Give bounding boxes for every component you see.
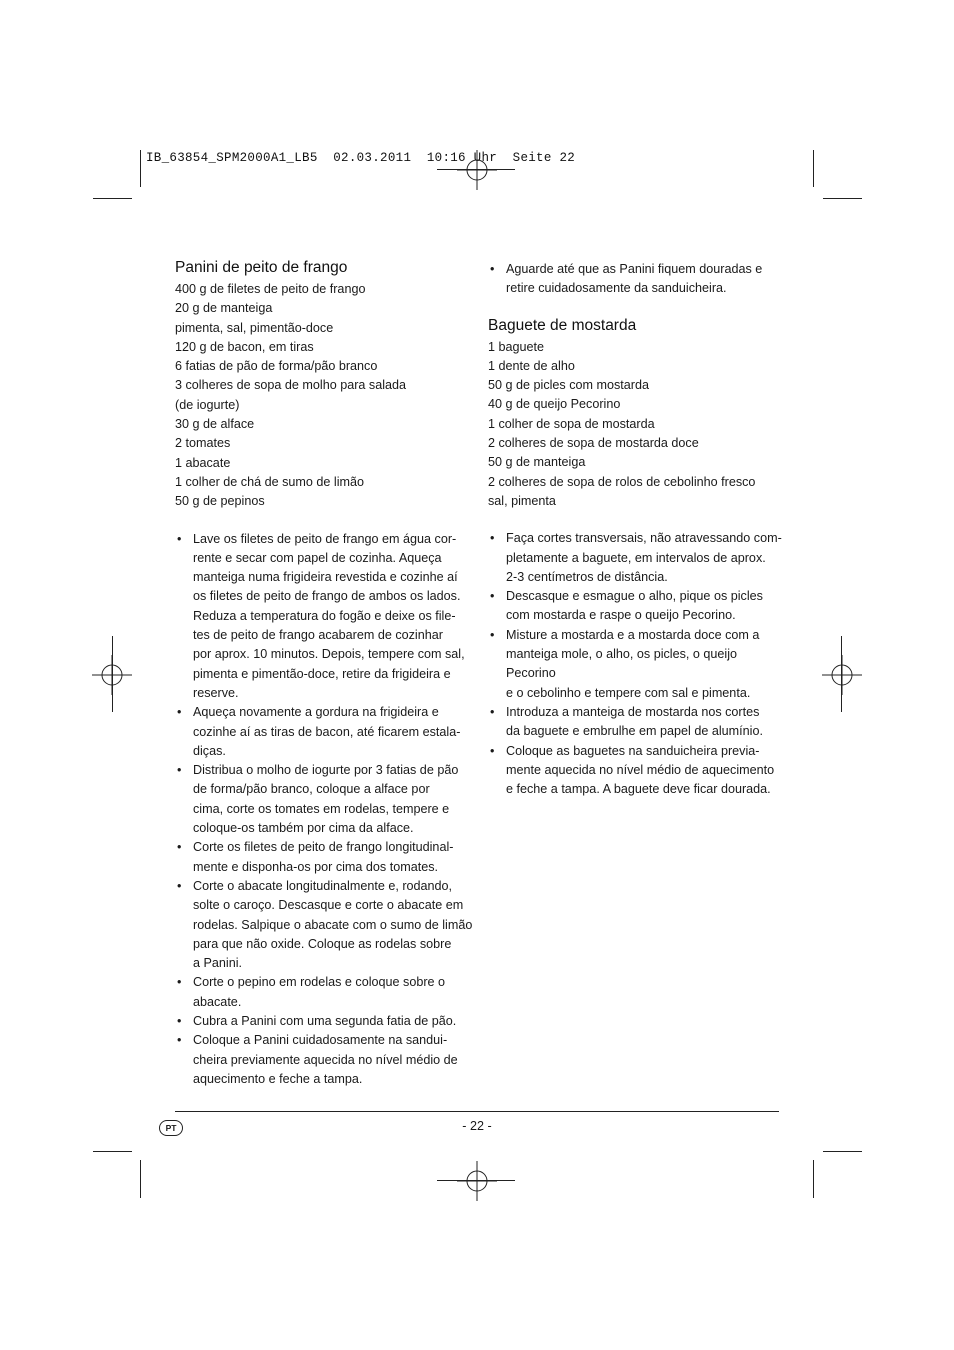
crop-mark <box>823 198 862 199</box>
bullet-icon: • <box>490 589 495 604</box>
instruction-list <box>488 529 788 799</box>
page-number: - 22 - <box>462 1119 492 1133</box>
instruction-line: a Panini. <box>193 956 243 971</box>
instruction-line: cima, corte os tomates em rodelas, tempere e <box>193 801 450 816</box>
instruction-line: Misture a mostarda e a mostarda doce com a <box>506 627 760 642</box>
ingredient: 2 colheres de sopa de mostarda doce <box>488 436 699 451</box>
crop-mark <box>140 150 141 187</box>
ingredient: 2 colheres de sopa de rolos de cebolinho fresco <box>488 474 756 489</box>
instruction-line: tes de peito de frango acabarem de cozinhar <box>193 628 443 643</box>
instruction-line: diças. <box>193 743 226 758</box>
bullet-icon: • <box>177 878 182 893</box>
ingredient: 20 g de manteiga <box>175 301 273 316</box>
instruction-list <box>488 260 788 299</box>
instruction-line: rodelas. Salpique o abacate com o sumo de limão <box>193 917 473 932</box>
instruction-line: Corte o abacate longitudinalmente e, rodando, <box>193 878 453 893</box>
crop-mark <box>93 1151 132 1152</box>
instruction-line: cheira previamente aquecida no nível médio de <box>193 1052 458 1067</box>
instruction-step <box>488 626 788 703</box>
instruction-line: rente e secar com papel de cozinha. Aqueça <box>193 550 442 565</box>
instruction-line: Corte os filetes de peito de frango longitudinal- <box>193 840 454 855</box>
ingredient: 30 g de alface <box>175 417 255 432</box>
registration-mark-icon <box>457 1161 497 1201</box>
instruction-line: Distribua o molho de iogurte por 3 fatias de pão <box>193 763 459 778</box>
crop-mark <box>823 1151 862 1152</box>
bullet-icon: • <box>177 531 182 546</box>
footer-rule <box>175 1111 779 1112</box>
right-column <box>488 260 788 799</box>
instruction-line: Lave os filetes de peito de frango em água cor- <box>193 531 457 546</box>
instruction-line: Introduza a manteiga de mostarda nos cortes <box>506 704 760 719</box>
instruction-line: e feche a tampa. A baguete deve ficar dourada. <box>506 782 771 797</box>
instruction-line: da baguete e embrulhe em papel de alumínio. <box>506 724 763 739</box>
ingredient: 1 colher de sopa de mostarda <box>488 416 655 431</box>
instruction-step <box>488 529 788 587</box>
ingredient: 1 abacate <box>175 455 231 470</box>
print-slug: IB_63854_SPM2000A1_LB5 02.03.2011 10:16 Uhr Seite 22 <box>146 151 576 165</box>
instruction-line: pletamente a baguete, em intervalos de aprox. <box>506 550 766 565</box>
language-badge: PT <box>159 1120 183 1136</box>
instruction-line: mente aquecida no nível médio de aquecimento <box>506 762 775 777</box>
ingredient: 50 g de pepinos <box>175 494 265 509</box>
crop-mark <box>813 1160 814 1198</box>
instruction-line: abacate. <box>193 994 242 1009</box>
bullet-icon: • <box>177 1033 182 1048</box>
registration-mark-icon <box>457 150 497 190</box>
instruction-step <box>175 703 475 761</box>
ingredient: sal, pimenta <box>488 493 556 508</box>
crop-mark <box>813 150 814 187</box>
bullet-icon: • <box>490 627 495 642</box>
instruction-line: cozinhe aí as tiras de bacon, até ficarem estala- <box>193 724 461 739</box>
instruction-line: Faça cortes transversais, não atravessando com- <box>506 531 782 546</box>
instruction-step <box>488 260 788 299</box>
instruction-line: os filetes de peito de frango de ambos os lados. <box>193 589 461 604</box>
instruction-line: 2-3 centímetros de distância. <box>506 569 668 584</box>
instruction-line: coloque-os também por cima da alface. <box>193 821 414 836</box>
bullet-icon: • <box>490 704 495 719</box>
instruction-line: retire cuidadosamente da sanduicheira. <box>506 281 727 296</box>
ingredient: 1 colher de chá de sumo de limão <box>175 474 365 489</box>
instruction-line: Coloque as baguetes na sanduicheira previa- <box>506 743 760 758</box>
ingredient: 50 g de picles com mostarda <box>488 378 650 393</box>
ingredient: 3 colheres de sopa de molho para salada <box>175 378 407 393</box>
ingredient: 50 g de manteiga <box>488 455 586 470</box>
ingredient: 120 g de bacon, em tiras <box>175 339 314 354</box>
crop-mark <box>93 198 132 199</box>
instruction-step <box>175 973 475 1012</box>
instruction-line: por aprox. 10 minutos. Depois, tempere com sal, <box>193 647 465 662</box>
bullet-icon: • <box>177 705 182 720</box>
instruction-line: reserve. <box>193 685 239 700</box>
ingredient: 40 g de queijo Pecorino <box>488 397 621 412</box>
ingredient: 1 baguete <box>488 339 545 354</box>
instruction-line: de forma/pão branco, coloque a alface por <box>193 782 430 797</box>
registration-mark-icon <box>822 655 862 695</box>
instruction-line: manteiga mole, o alho, os picles, o queijo Pecorino <box>506 647 738 681</box>
instruction-step <box>175 761 475 838</box>
ingredient: 400 g de filetes de peito de frango <box>175 282 366 296</box>
instruction-line: Reduza a temperatura do fogão e deixe os file- <box>193 608 456 623</box>
instruction-line: Coloque a Panini cuidadosamente na sandui- <box>193 1033 448 1048</box>
instruction-step <box>175 530 475 704</box>
instruction-line: Descasque e esmague o alho, pique os picles <box>506 589 763 604</box>
bullet-icon: • <box>490 262 495 276</box>
instruction-line: para que não oxide. Coloque as rodelas sobre <box>193 936 452 951</box>
instruction-step <box>175 877 475 973</box>
left-column <box>175 257 475 1089</box>
ingredient: pimenta, sal, pimentão-doce <box>175 320 334 335</box>
instruction-line: Aguarde até que as Panini fiquem douradas e <box>506 262 763 276</box>
instruction-step <box>488 742 788 800</box>
instruction-line: manteiga numa frigideira revestida e cozinhe aí <box>193 570 458 585</box>
ingredient: 6 fatias de pão de forma/pão branco <box>175 359 378 374</box>
recipe-title: Panini de peito de frango <box>175 259 348 276</box>
instruction-step <box>175 1012 475 1031</box>
instruction-step <box>175 1031 475 1089</box>
recipe-title: Baguete de mostarda <box>488 316 637 334</box>
crop-mark <box>140 1160 141 1198</box>
instruction-step <box>488 587 788 626</box>
bullet-icon: • <box>490 743 495 758</box>
bullet-icon: • <box>177 840 182 855</box>
instruction-line: Aqueça novamente a gordura na frigideira e <box>193 705 439 720</box>
instruction-line: Corte o pepino em rodelas e coloque sobre o <box>193 975 446 990</box>
registration-mark-icon <box>92 655 132 695</box>
instruction-line: e o cebolinho e tempere com sal e pimenta. <box>506 685 751 700</box>
instruction-line: com mostarda e raspe o queijo Pecorino. <box>506 608 736 623</box>
ingredient: (de iogurte) <box>175 397 240 412</box>
bullet-icon: • <box>490 531 495 546</box>
ingredient-list <box>488 338 788 512</box>
instruction-line: pimenta e pimentão-doce, retire da frigideira e <box>193 666 451 681</box>
instruction-step <box>175 838 475 877</box>
ingredient: 1 dente de alho <box>488 358 575 373</box>
bullet-icon: • <box>177 763 182 778</box>
bullet-icon: • <box>177 1013 182 1028</box>
instruction-line: mente e disponha-os por cima dos tomates. <box>193 859 439 874</box>
bullet-icon: • <box>177 975 182 990</box>
ingredient: 2 tomates <box>175 436 231 451</box>
instruction-line: Cubra a Panini com uma segunda fatia de pão. <box>193 1013 457 1028</box>
instruction-step <box>488 703 788 742</box>
ingredient-list <box>175 280 475 512</box>
instruction-line: solte o caroço. Descasque e corte o abacate em <box>193 898 464 913</box>
instruction-list <box>175 530 475 1090</box>
instruction-line: aquecimento e feche a tampa. <box>193 1071 363 1086</box>
